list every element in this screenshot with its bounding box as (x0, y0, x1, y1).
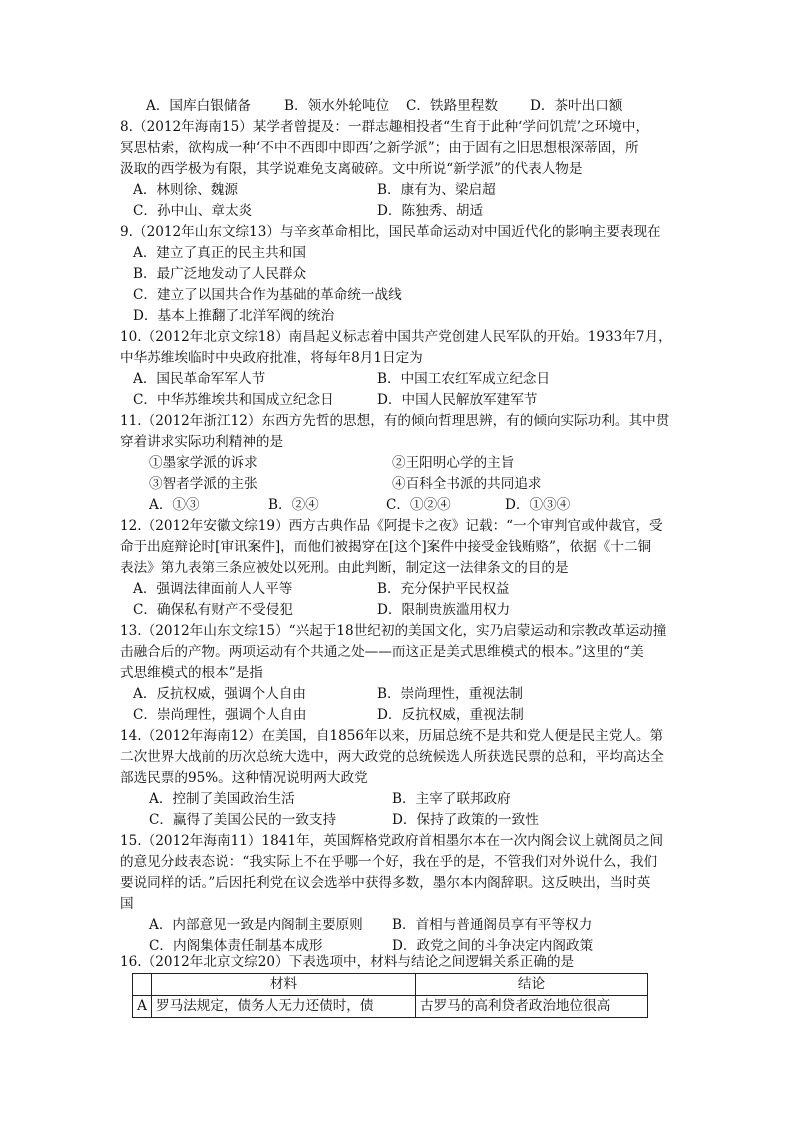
table-header-row (133, 974, 648, 996)
q8-stem-line: 冥思枯索，欲构成一种‘不中不西即中即西’之新学派”；由于固有之旧思想根深蒂固，所 (120, 140, 639, 156)
q14-option-b: B．主宰了联邦政府 (392, 791, 511, 807)
q10-stem-line: 10.（2012年北京文综18）南昌起义标志着中国共产党创建人民军队的开始。1933年7月， (120, 329, 672, 345)
table-row-label: A (133, 996, 152, 1018)
q15-option-b: B．首相与普通阁员享有平等权力 (392, 917, 593, 933)
q11-stem-line: 穿着讲求实际功利精神的是 (120, 434, 284, 450)
table-header-conclusion: 结论 (416, 974, 648, 996)
q11-item-3: ③智者学派的主张 (149, 476, 258, 492)
q8-option-c: C．孙中山、章太炎 (133, 203, 253, 219)
q12-stem-line: 命于出庭辩论时[审讯案件]，而他们被揭穿在[这个]案件中接受金钱贿赂”，依据《十二铜 (120, 539, 652, 555)
q9-option-d: D．基本上推翻了北洋军阀的统治 (133, 308, 335, 324)
q14-stem-line: 二次世界大战前的历次总统大选中，两大政党的总统候选人所获选民票的总和，平均高达全 (120, 749, 664, 765)
q9-option-a: A．建立了真正的民主共和国 (133, 245, 306, 261)
q14-option-a: A．控制了美国政治生活 (149, 791, 295, 807)
q15-stem-line: 15.（2012年海南11）1841年，英国辉格党政府首相墨尔本在一次内阁会议上就阁员之间 (120, 833, 664, 849)
q11-stem-line: 11.（2012年浙江12）东西方先哲的思想，有的倾向哲理思辨，有的倾向实际功利。其中贯 (120, 413, 670, 429)
q15-option-c: C．内阁集体责任制基本成形 (149, 938, 323, 954)
q13-stem-line: 式思维模式的根本”是指 (120, 665, 263, 681)
q11-option-c: C．①②④ (386, 497, 451, 513)
q9-stem-line: 9.（2012年山东文综13）与辛亥革命相比，国民革命运动对中国近代化的影响主要表现在 (120, 224, 661, 240)
q12-option-b: B．充分保护平民权益 (377, 581, 510, 597)
q11-option-a: A．①③ (149, 497, 200, 513)
q11-item-1: ①墨家学派的诉求 (149, 455, 258, 471)
table-cell-conclusion: 古罗马的高利贷者政治地位很高 (416, 996, 648, 1018)
q13-option-d: D．反抗权威，重视法制 (377, 707, 524, 723)
table-header-blank (133, 974, 152, 996)
q16-table (132, 973, 648, 1018)
q12-option-a: A．强调法律面前人人平等 (133, 581, 293, 597)
q9-option-c: C．建立了以国共合作为基础的革命统一战线 (133, 287, 402, 303)
q8-option-b: B．康有为、梁启超 (377, 182, 496, 198)
q14-stem-line: 部选民票的95%。这种情况说明两大政党 (120, 770, 368, 786)
q7-option-a: A．国库白银储备 (146, 98, 251, 114)
table-cell-material: 罗马法规定，债务人无力还债时，债 (152, 996, 416, 1018)
q7-option-c: C．铁路里程数 (406, 98, 498, 114)
q12-stem-line: 12.（2012年安徽文综19）西方古典作品《阿提卡之夜》记载：“一个审判官或仲裁官，受 (120, 518, 663, 534)
table-row (133, 996, 648, 1018)
q14-option-d: D．保持了政策的一致性 (392, 812, 539, 828)
q8-stem-line: 汲取的西学极为有限，其学说难免支离破碎。文中所说“新学派”的代表人物是 (120, 161, 583, 177)
q10-option-a: A．国民革命军军人节 (133, 371, 266, 387)
q13-option-b: B．崇尚理性，重视法制 (377, 686, 523, 702)
q11-item-2: ②王阳明心学的主旨 (392, 455, 515, 471)
q12-option-c: C．确保私有财产不受侵犯 (133, 602, 293, 618)
q10-option-d: D．中国人民解放军建军节 (377, 392, 538, 408)
q11-option-b: B．②④ (268, 497, 319, 513)
q15-option-a: A．内部意见一致是内阁制主要原则 (149, 917, 363, 933)
q11-option-d: D．①③④ (505, 497, 571, 513)
q15-stem-line: 国 (120, 896, 134, 912)
q8-option-a: A．林则徐、魏源 (133, 182, 238, 198)
q13-stem-line: 击融合后的产物。两项运动有个共通之处——而这正是美式思维模式的根本。”这里的“美 (120, 644, 644, 660)
q15-stem-line: 的意见分歧表态说：“我实际上不在乎哪一个好，我在乎的是，不管我们对外说什么，我们 (120, 854, 658, 870)
q7-option-d: D．茶叶出口额 (530, 98, 623, 114)
q7-option-b: B．领水外轮吨位 (284, 98, 390, 114)
q13-option-a: A．反抗权威，强调个人自由 (133, 686, 306, 702)
q12-option-d: D．限制贵族滥用权力 (377, 602, 511, 618)
q12-stem-line: 表法》第九表第三条应被处以死刑。由此判断，制定这一法律条文的目的是 (120, 560, 569, 576)
q14-stem-line: 14.（2012年海南12）在美国，自1856年以来，历届总统不是共和党人便是民主党人。第 (120, 728, 664, 744)
q16-stem-line: 16.（2012年北京文综20）下表选项中，材料与结论之间逻辑关系正确的是 (120, 954, 575, 970)
q10-option-c: C．中华苏维埃共和国成立纪念日 (133, 392, 334, 408)
q8-stem-line: 8.（2012年海南15）某学者曾提及：一群志趣相投者“生育于此种‘学问饥荒’之环境中， (120, 119, 650, 135)
q8-option-d: D．陈独秀、胡适 (377, 203, 484, 219)
q11-item-4: ④百科全书派的共同追求 (392, 476, 542, 492)
table-header-material: 材料 (152, 974, 416, 996)
q10-option-b: B．中国工农红军成立纪念日 (377, 371, 551, 387)
q14-option-c: C．赢得了美国公民的一致支持 (149, 812, 337, 828)
q13-option-c: C．崇尚理性，强调个人自由 (133, 707, 307, 723)
q10-stem-line: 中华苏维埃临时中央政府批准，将每年8月1日定为 (120, 350, 423, 366)
q15-option-d: D．政党之间的斗争决定内阁政策 (392, 938, 594, 954)
q15-stem-line: 要说同样的话。”后因托利党在议会选举中获得多数，墨尔本内阁辞职。这反映出，当时英 (120, 875, 651, 891)
q13-stem-line: 13.（2012年山东文综15）“兴起于18世纪初的美国文化，实乃启蒙运动和宗教改革运动撞 (120, 623, 667, 639)
q9-option-b: B．最广泛地发动了人民群众 (133, 266, 307, 282)
